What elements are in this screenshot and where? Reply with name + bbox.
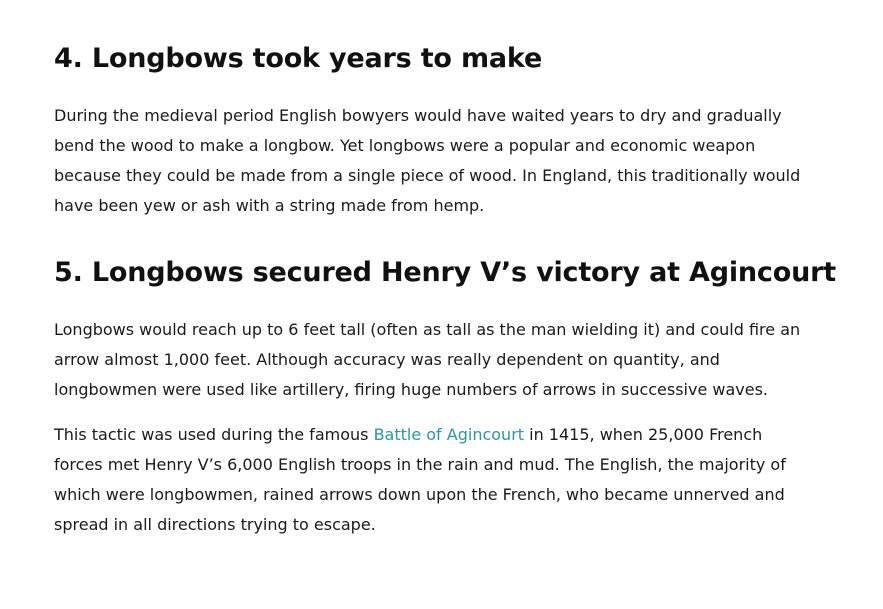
- section-4-paragraph: During the medieval period English bowyers would have waited years to dry and gradually bend the wood to make a longbow. Yet longbows were a popular and economic weapon because they could be made from a single piece of wood. In England, this traditionally would have been yew or ash with a string made from hemp.: [54, 106, 801, 215]
- paragraph-text-before-link: This tactic was used during the famous: [54, 425, 374, 444]
- section-5-paragraph-2: [54, 420, 814, 540]
- paragraph-text-after-link: in 1415, when 25,000 French forces met Henry V’s 6,000 English troops in the rain and mud. The English, the majority of which were longbowmen, rained arrows down upon the French, who became unnerved and spread in all directions trying to escape.: [54, 425, 786, 534]
- section-heading-5: 5. Longbows secured Henry V’s victory at Agincourt: [54, 257, 836, 288]
- section-heading-4: 4. Longbows took years to make: [54, 43, 543, 74]
- battle-of-agincourt-link[interactable]: Battle of Agincourt: [373, 425, 525, 444]
- section-5-paragraph-1: Longbows would reach up to 6 feet tall (often as tall as the man wielding it) and could fire an arrow almost 1,000 feet. Although accuracy was really dependent on quantity, and longbowmen were used like artillery, firing huge numbers of arrows in successive waves.: [54, 320, 801, 399]
